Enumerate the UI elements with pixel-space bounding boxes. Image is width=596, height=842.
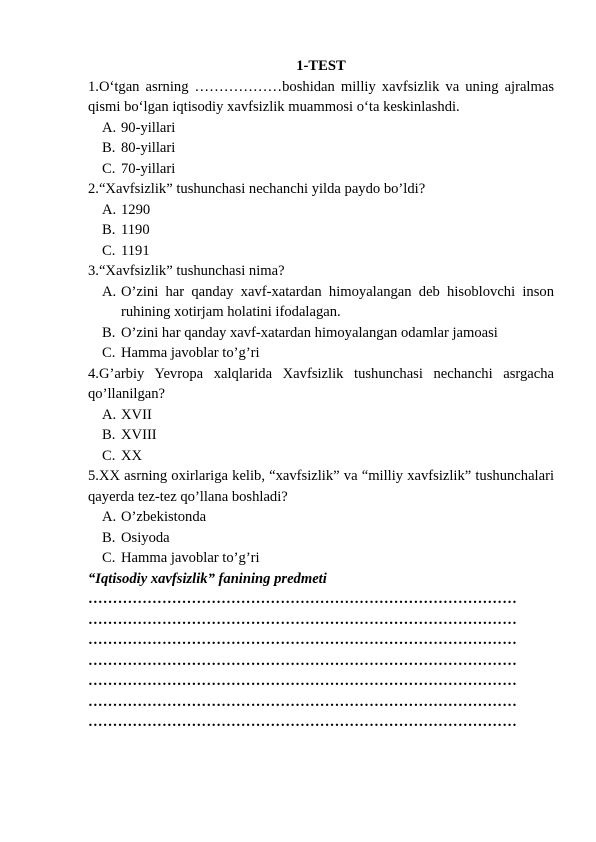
- answer-option: [88, 200, 554, 221]
- option-label: B.: [102, 427, 116, 443]
- option-label: C.: [102, 550, 116, 566]
- answer-line: ……………………………………………………………………………: [88, 693, 518, 710]
- option-label: B.: [102, 324, 116, 341]
- option-text: 80-yillari: [121, 140, 176, 156]
- option-text: 1290: [121, 201, 151, 218]
- option-text: XVIII: [121, 427, 157, 443]
- option-text: 70-yillari: [121, 160, 176, 177]
- answer-line: ……………………………………………………………………………: [88, 652, 518, 669]
- answer-line: ……………………………………………………………………………: [88, 591, 518, 607]
- option-label: B.: [102, 529, 116, 546]
- answer-option: [88, 220, 554, 241]
- option-label: A.: [102, 119, 117, 136]
- option-text: 90-yillari: [121, 119, 176, 136]
- option-text: XX: [121, 447, 143, 464]
- answer-option: [88, 507, 554, 528]
- question-text: 5.XX asrning oxirlariga kelib, “xavfsizlik” va “milliy xavfsizlik” tushunchalari qayerda tez-tez qo’llana boshladi?: [88, 468, 554, 505]
- option-text: 1190: [121, 222, 150, 238]
- option-label: A.: [102, 509, 117, 525]
- question-text: 4.G’arbiy Yevropa xalqlarida Xavfsizlik tushunchasi nechanchi asrgacha qo’llanilgan?: [88, 365, 554, 402]
- option-label: A.: [102, 283, 117, 300]
- option-text: XVII: [121, 406, 152, 423]
- question-list: [88, 77, 554, 569]
- option-label: B.: [102, 140, 116, 156]
- option-text: O’zini har qanday xavf-xatardan himoyalangan odamlar jamoasi: [121, 324, 498, 341]
- answer-lines: [88, 589, 554, 733]
- answer-option: [88, 548, 554, 569]
- option-label: C.: [102, 160, 116, 177]
- question-text: 1.O‘tgan asrning ………………boshidan milliy xavfsizlik va uning ajralmas qismi bo‘lgan iqtisodiy xavfsizlik muammosi o‘ta keskinlashdi.: [88, 78, 554, 115]
- option-label: A.: [102, 406, 117, 423]
- answer-option: [88, 282, 554, 323]
- option-label: C.: [102, 447, 116, 464]
- answer-option: [88, 446, 554, 467]
- answer-line: ……………………………………………………………………………: [88, 714, 518, 730]
- answer-option: [88, 405, 554, 426]
- answer-option: [88, 425, 554, 446]
- answer-option: [88, 138, 554, 159]
- question-text: 2.“Xavfsizlik” tushunchasi nechanchi yilda paydo bo’ldi?: [88, 181, 426, 197]
- test-page: [88, 56, 554, 733]
- option-label: A.: [102, 201, 117, 218]
- answer-option: [88, 323, 554, 344]
- question-text: 3.“Xavfsizlik” tushunchasi nima?: [88, 263, 285, 279]
- answer-option: [88, 159, 554, 180]
- subject-heading: “Iqtisodiy xavfsizlik” fanining predmeti: [88, 570, 327, 587]
- option-text: Hamma javoblar to’g’ri: [121, 345, 260, 361]
- option-label: C.: [102, 242, 116, 259]
- answer-option: [88, 528, 554, 549]
- page-title: 1-TEST: [296, 58, 346, 74]
- option-text: Osiyoda: [121, 529, 170, 546]
- option-text: 1191: [121, 242, 150, 259]
- answer-line: ……………………………………………………………………………: [88, 611, 518, 628]
- answer-option: [88, 343, 554, 364]
- option-label: B.: [102, 222, 116, 238]
- option-text: Hamma javoblar to’g’ri: [121, 550, 260, 566]
- answer-line: ……………………………………………………………………………: [88, 673, 518, 689]
- answer-option: [88, 241, 554, 262]
- option-text: O’zbekistonda: [121, 509, 207, 525]
- answer-line: ……………………………………………………………………………: [88, 632, 518, 648]
- option-label: C.: [102, 345, 116, 361]
- option-text: O’zini har qanday xavf-xatardan himoyalangan deb hisoblovchi inson ruhining xotirjam holatini ifodalagan.: [121, 283, 554, 320]
- answer-option: [88, 118, 554, 139]
